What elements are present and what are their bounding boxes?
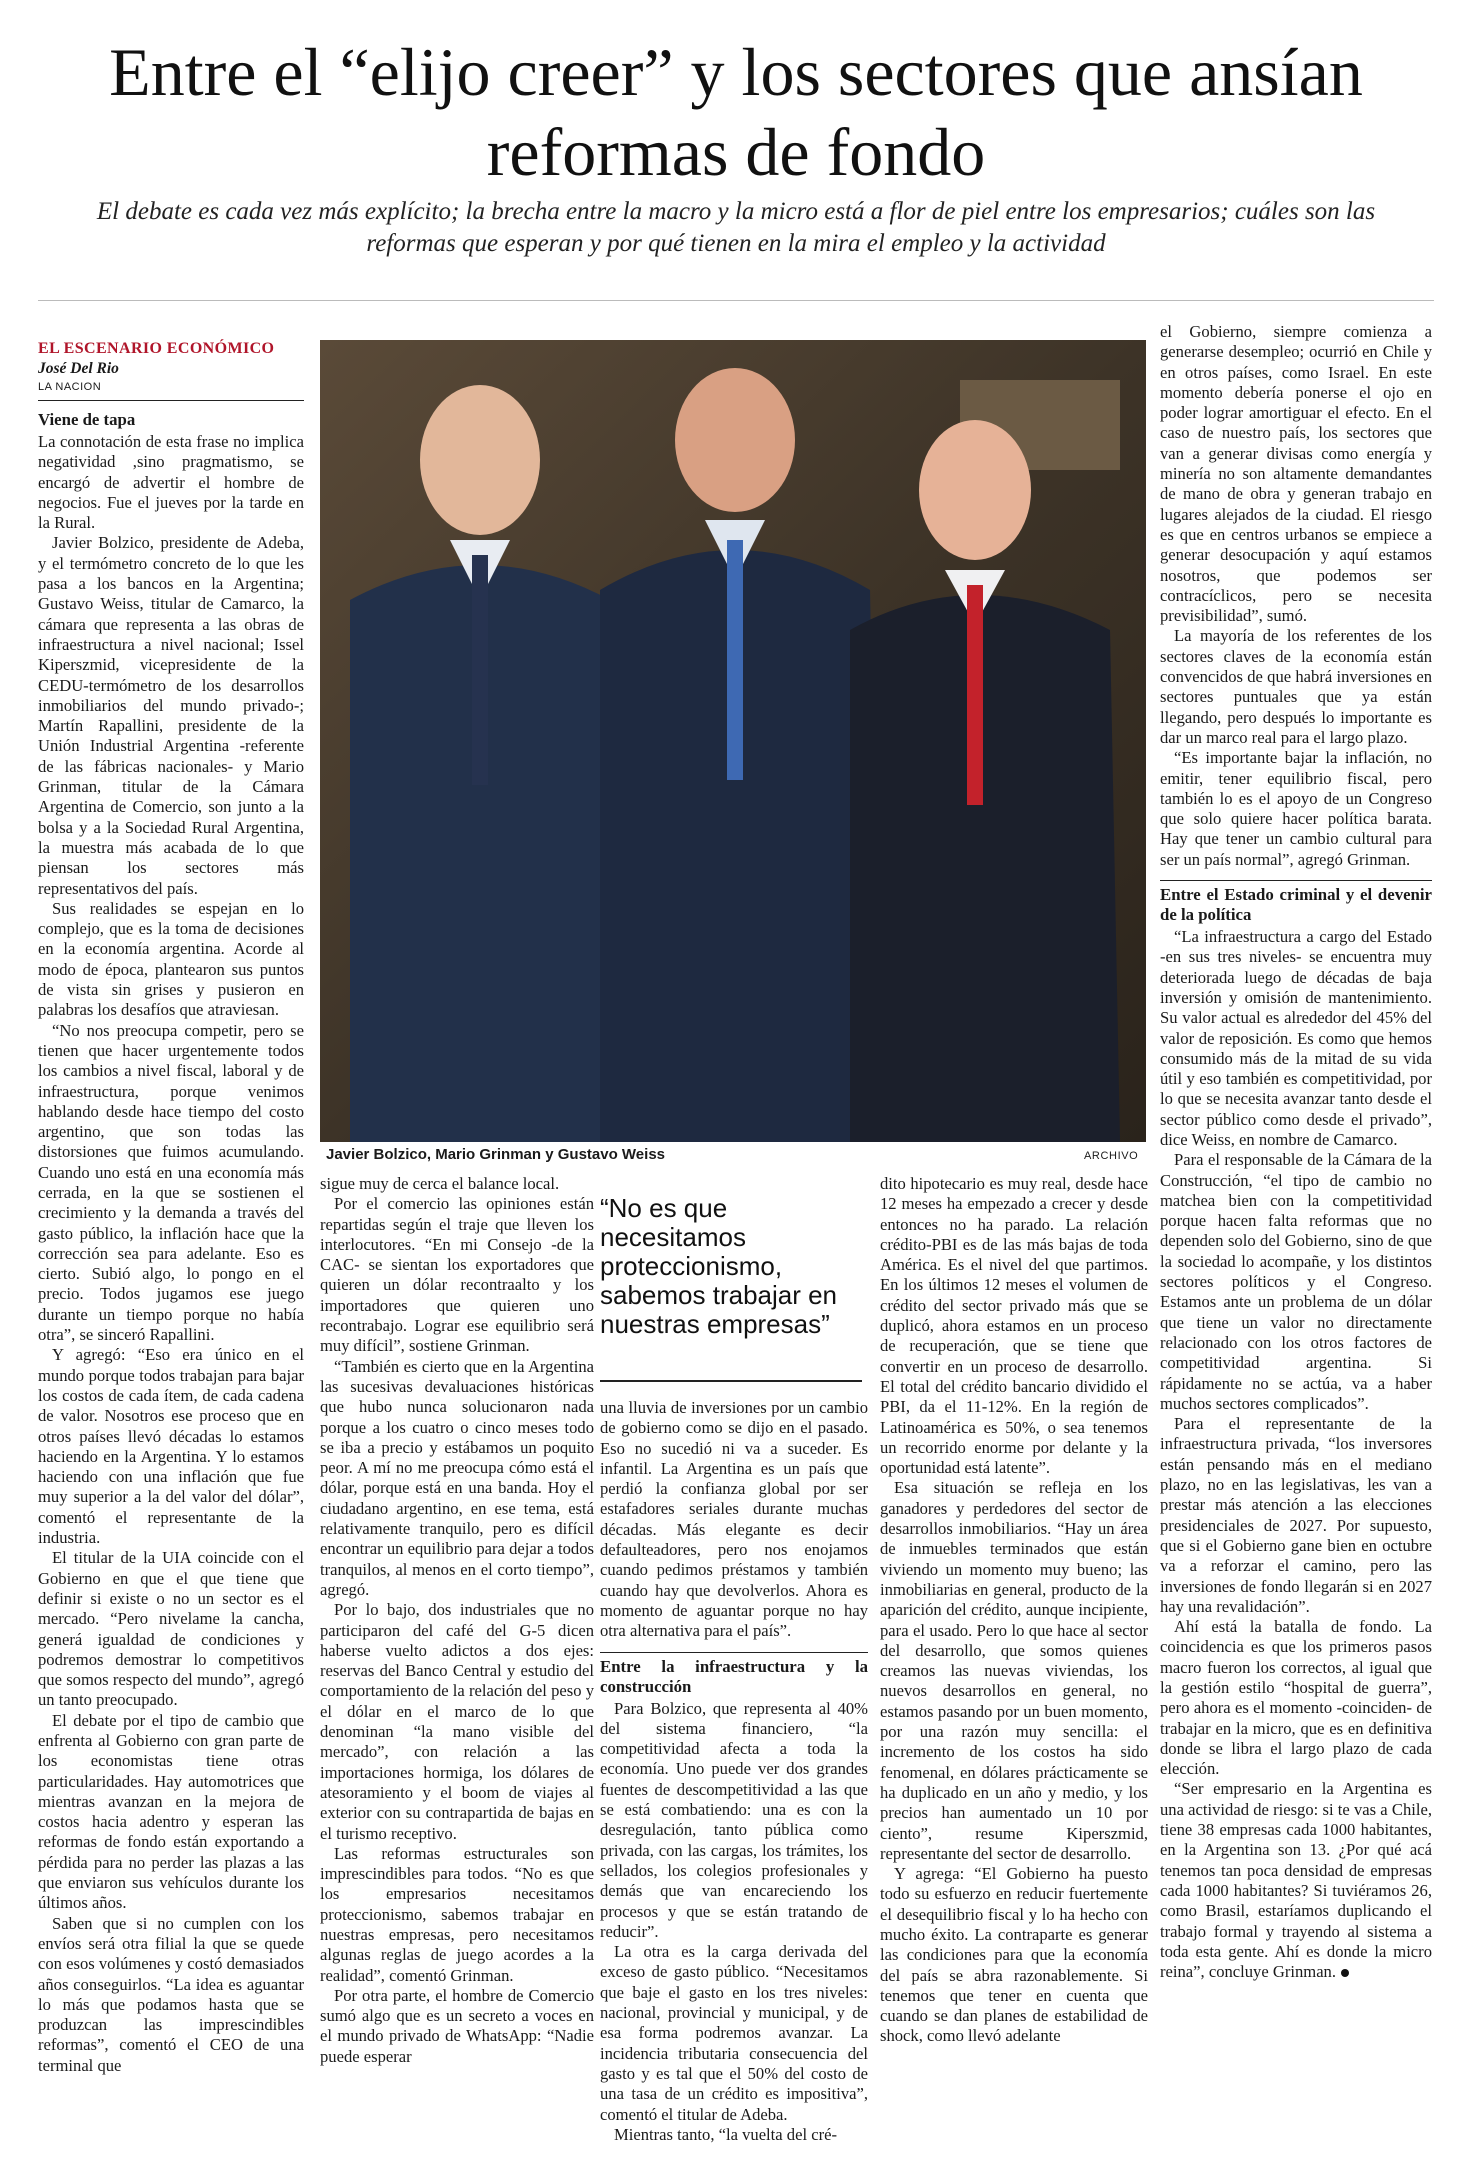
paragraph: dito hipotecario es muy real, desde hace 12 meses ha empezado a crecer y desde entonces no ha parado. La relación crédito-PBI es de las más bajas de toda América. Es el nivel del que partimos. En los últimos 12 meses el volumen de crédito del sector privado más que se duplicó, ahora estamos en un proceso de recuperación, que se tiene que convertir en un proceso de desarrollo. El total del crédito bancario dividido el PBI, da el 11-12%. En la región de Latinoamérica es 50%, o sea tenemos un recorrido enorme por delante y la oportunidad está latente”. <box>880 1174 1148 1478</box>
subhead: Viene de tapa <box>38 410 136 429</box>
paragraph: Javier Bolzico, presidente de Adeba, y el termómetro concreto de lo que les pasa a los bancos en la Argentina; Gustavo Weiss, titular de Camarco, la cámara que representa a las obras de infraestructura a nivel nacional; Issel Kiperszmid, vicepresidente de la CEDU-termómetro de los desarrollos inmobiliarios del mundo privado-; Martín Rapallini, presidente de la Unión Industrial Argentina -referente de las fábricas nacionales- y Mario Grinman, titular de la Cámara Argentina de Comercio, son junto a la bolsa y a la Sociedad Rural Argentina, la muestra más acabada de lo que piensan los sectores más representativos del país. <box>38 533 304 898</box>
subhead-divider <box>1160 880 1432 881</box>
end-of-article-icon <box>1341 1969 1349 1977</box>
paragraph: El debate por el tipo de cambio que enfrenta al Gobierno con gran parte de los economistas tiene otras particularidades. Hay automotrices que mientras avanzan en la mejora de costos hacia adentro y esperan las reformas de fondo están exportando a pérdida para no perder las plazas a las que enviaron sus vehículos durante los últimos años. <box>38 1710 304 1913</box>
paragraph: Para Bolzico, que representa al 40% del sistema financiero, “la competitividad afecta a toda la economía. Uno puede ver dos grandes fuentes de descompetitividad a las que se está combatiendo: una es con la desregulación, tanto pública como privada, con las cargas, los trámites, los sellados, los colegios profesionales y demás que van encareciendo los procesos y que se están tratando de reducir”. <box>600 1698 868 1941</box>
pull-quote-divider <box>600 1380 862 1382</box>
paragraph: Para el representante de la infraestructura privada, “los inversores están pensando más en el mediano plazo, no en las legislativas, les van a prestar más atención a las elecciones presidenciales de 2027. Por supuesto, que si el Gobierno gane bien en octubre va a reforzar el camino, pero las inversiones de fondo llegarán si en 2027 hay una revalidación”. <box>1160 1414 1432 1616</box>
paragraph: El titular de la UIA coincide con el Gobierno en que el que tiene que definir si existe o no un sector es el mercado. “Pero nivelame la cancha, generá igualdad de condiciones y podremos demostrar lo competitivos que somos respecto del mundo”, agregó un tanto preocupado. <box>38 1548 304 1710</box>
paragraph: Ahí está la batalla de fondo. La coincidencia es que los primeros pasos macro fueron los correctos, al igual que la gestión estilo “hospital de guerra”, pero ahora es el momento -coinciden- de trabajar en la micro, que es en definitiva donde se libra el largo plazo de cada elección. <box>1160 1617 1432 1779</box>
paragraph: Mientras tanto, “la vuelta del cré- <box>614 2124 837 2144</box>
paragraph: Y agregó: “Eso era único en el mundo porque todos trabajan para bajar los costos de cada ítem, de cada cadena de valor. Nosotros ese proceso que en otros países llevó décadas lo estamos haciendo en la Argentina. Y lo estamos haciendo con una inflación que fue muy superior a la del valor del dólar”, comentó el representante de la industria. <box>38 1345 304 1548</box>
section-label: EL ESCENARIO ECONÓMICO <box>38 340 275 357</box>
paragraph: “No nos preocupa competir, pero se tienen que hacer urgentemente todos los cambios a nivel fiscal, laboral y de infraestructura, porque venimos hablando desde hace tiempo del costo argentino, que son todas las distorsiones que fuimos acumulando. Cuando uno está en una economía más cerrada, en la que se sostienen el crecimiento y la demanda a través del gasto público, la inflación hace que la corrección sea para adelante. Eso es cierto. Subió algo, lo pongo en el precio. Todos jugamos ese juego durante un tiempo porque no había otra”, se sinceró Rapallini. <box>38 1020 304 1345</box>
paragraph: una lluvia de inversiones por un cambio de gobierno como se dijo en el pasado. Eso no sucedió ni va a suceder. Es infantil. La Argentina es un país que perdió la confianza global por ser estafadores seriales durante muchas décadas. Más elegante es decir defaulteadores, pero nos enojamos cuando pedimos préstamos y también cuando hay que devolverlos. Ahora es momento de aguantar porque no hay otra alternativa para el país”. <box>600 1398 868 1641</box>
paragraph: el Gobierno, siempre comienza a generarse desempleo; ocurrió en Chile y en otros países, como Israel. En este momento debería ponerse el ojo en poder lograr amortiguar el efecto. En el caso de nuestro país, los sectores que van a generar divisas como energía y minería no son altamente demandantes de mano de obra y generan trabajo en lugares alejados de la ciudad. El riesgo es que en centros urbanos se empiece a generar desocupación y aquí estamos nosotros, que podemos ser contracíclicos, pero se necesita previsibilidad”, sumó. <box>1160 322 1432 626</box>
deck-subtitle: El debate es cada vez más explícito; la brecha entre la macro y la micro está a flor de piel entre los empresarios; cuáles son las reformas que esperan y por qué tienen en la mira el empleo y la actividad <box>96 198 1376 257</box>
paragraph: Por lo bajo, dos industriales que no participaron del café del G-5 dicen haberse vuelto adictos a dos ejes: reservas del Banco Central y estudio del comportamiento de la relación del peso y el dólar en el marco de lo que denominan “la mano visible del mercado”, con relación a las importaciones hormiga, los dólares de atesoramiento y el boom de viajes al exterior con su contrapartida de bajas en el turismo receptivo. <box>320 1600 594 1843</box>
subhead-divider <box>600 1652 868 1653</box>
subhead: Entre el Estado criminal y el devenir de la política <box>1160 885 1432 925</box>
paragraph: Y agrega: “El Gobierno ha puesto todo su esfuerzo en reducir fuertemente el desequilibrio fiscal y lo ha hecho con mucho éxito. La contraparte es generar las condiciones para que la economía del país se abra razonablemente. Si tenemos que tener en cuenta que cuando se dan planes de estabilidad de shock, como llevó adelante <box>880 1864 1148 2046</box>
subhead: Entre la infraestructura y la construcción <box>600 1656 868 1696</box>
byline-divider <box>38 400 304 401</box>
photo-caption: Javier Bolzico, Mario Grinman y Gustavo Weiss <box>326 1146 666 1163</box>
paragraph: Saben que si no cumplen con los envíos será otra filial la que se quede con esos volúmenes y costó demasiados años conseguirlos. “La idea es aguantar lo más que podamos hasta que se produzcan las imprescindibles reformas”, comentó el CEO de una terminal que <box>38 1913 304 2075</box>
paragraph: La connotación de esta frase no implica negatividad ,sino pragmatismo, se encargó de advertir el hombre de negocios. Fue el jueves por la tarde en la Rural. <box>38 432 304 533</box>
paragraph: La mayoría de los referentes de los sectores claves de la economía están convencidos de que habrá inversiones en sectores puntuales que ya están llegando, pero después lo importante es dar un marco real para el largo plazo. <box>1160 626 1432 747</box>
paragraph: sigue muy de cerca el balance local. <box>320 1174 560 1193</box>
pull-quote: “No es que necesitamos proteccionismo, sabemos trabajar en nuestras empresas” <box>600 1193 838 1339</box>
paragraph: “Es importante bajar la inflación, no emitir, tener equilibrio fiscal, pero también lo es el apoyo de un Congreso que solo quiere hacer política barata. Hay que tener un cambio cultural para ser un país normal”, agregó Grinman. <box>1160 748 1432 869</box>
paragraph: “Ser empresario en la Argentina es una actividad de riesgo: si te vas a Chile, tiene 38 empresas cada 1000 habitantes, en la Argentina son 13. ¿Por qué acá tenemos tan poca densidad de empresas cada 1000 habitantes? Si tuviéramos 26, como Brasil, estaríamos duplicando el trabajo formal y trayendo al sistema a toda esta gente. Ahí es donde la micro reina”, concluye Grinman. <box>1160 1779 1432 1982</box>
paragraph: La otra es la carga derivada del exceso de gasto público. “Necesitamos que baje el gasto en los tres niveles: nacional, provincial y municipal, y de esa forma podremos avanzar. La incidencia tributaria consecuencia del gasto y es tal que el 50% del costo de una tasa de un crédito es impositiva”, comentó el titular de Adeba. <box>600 1942 868 2124</box>
paragraph: “La infraestructura a cargo del Estado -en sus tres niveles- se encuentra muy deteriorada luego de décadas de baja inversión y omisión de mantenimiento. Su valor actual es alrededor del 45% del valor de reposición. Es como que hemos consumido más de la mitad de su vida útil y eso también es competitividad, por lo que se necesita avanzar tanto desde el sector público como desde el privado”, dice Weiss, en nombre de Camarco. <box>1160 927 1432 1149</box>
article-column-3 <box>600 1398 868 2145</box>
photo-image <box>320 340 1146 1142</box>
paragraph: “También es cierto que en la Argentina las sucesivas devaluaciones históricas que hubo nunca solucionaron nada porque a los cuatro o cinco meses todo se iba a precio y estábamos un poquito peor. A mí no me preocupa cómo está el dólar, porque está en una banda. Hoy el ciudadano argentino, en ese tema, está relativamente tranquilo, pero es difícil encontrar un equilibrio para dejar a todos tranquilos, al menos en el corto tiempo”, agregó. <box>320 1356 594 1599</box>
publication-name: LA NACION <box>38 381 102 393</box>
paragraph: Esa situación se refleja en los ganadores y perdedores del sector de desarrollos inmobiliarios. “Hay un área de inmuebles terminados que están viviendo un momento muy bueno; las inmobiliarias en general, producto de la aparición del crédito, aunque incipiente, para el usado. Pero lo que hace al sector del desarrollo, que somos quienes creamos las nuevas viviendas, los nuevos desarrollos en general, no estamos pasando por un buen momento, por una razón muy sencilla: el incremento de los costos ha sido fenomenal, en dólares prácticamente se ha duplicado en un año y medio, y los precios han aumentado un 10 por ciento”, resume Kiperszmid, representante del sector de desarrollo. <box>880 1478 1148 1863</box>
paragraph: Por otra parte, el hombre de Comercio sumó algo que es un secreto a voces en el mundo privado de WhatsApp: “Nadie puede esperar <box>320 1985 594 2066</box>
divider <box>38 300 1434 301</box>
article-column-4 <box>880 1174 1148 2047</box>
article-column-2 <box>320 1174 594 2067</box>
photo-credit: ARCHIVO <box>1084 1150 1139 1162</box>
paragraph: Por el comercio las opiniones están repartidas según el traje que lleven los interlocutores. “En mi Consejo -de la CAC- se sientan los exportadores que quieren un dólar recontraalto y los importadores que quieren uno recontrabajo. Lograr ese equilibrio será muy difícil”, sostiene Grinman. <box>320 1194 594 1356</box>
article-column-1 <box>38 410 304 2076</box>
paragraph: Las reformas estructurales son imprescindibles para todos. “No es que los empresarios necesitamos proteccionismo, sabemos trabajar en nuestras empresas, pero necesitamos algunas reglas de juego acordes a la realidad”, comentó Grinman. <box>320 1843 594 1985</box>
author-byline: José Del Rio <box>38 360 119 377</box>
article-column-5 <box>1160 322 1432 1982</box>
headline: Entre el “elijo creer” y los sectores que ansían reformas de fondo <box>109 34 1363 190</box>
paragraph: Para el responsable de la Cámara de la Construcción, “el tipo de cambio no matchea bien con la competitividad porque hacen falta reformas que no dependen solo del Gobierno, sino de que la sociedad lo acompañe, y los distintos sectores políticos y el Congreso. Estamos ante un problema de un dólar que tiene un valor no directamente relacionado con los otros factores de competitividad argentina. Si rápidamente no se actúa, va a haber muchos sectores complicados”. <box>1160 1150 1432 1413</box>
photo <box>320 340 1146 1142</box>
paragraph: Sus realidades se espejan en lo complejo, que es la toma de decisiones en la economía argentina. Acorde al modo de época, plantearon sus puntos de vista sin grises y pusieron en palabras los desafíos que atraviesan. <box>38 898 304 1020</box>
